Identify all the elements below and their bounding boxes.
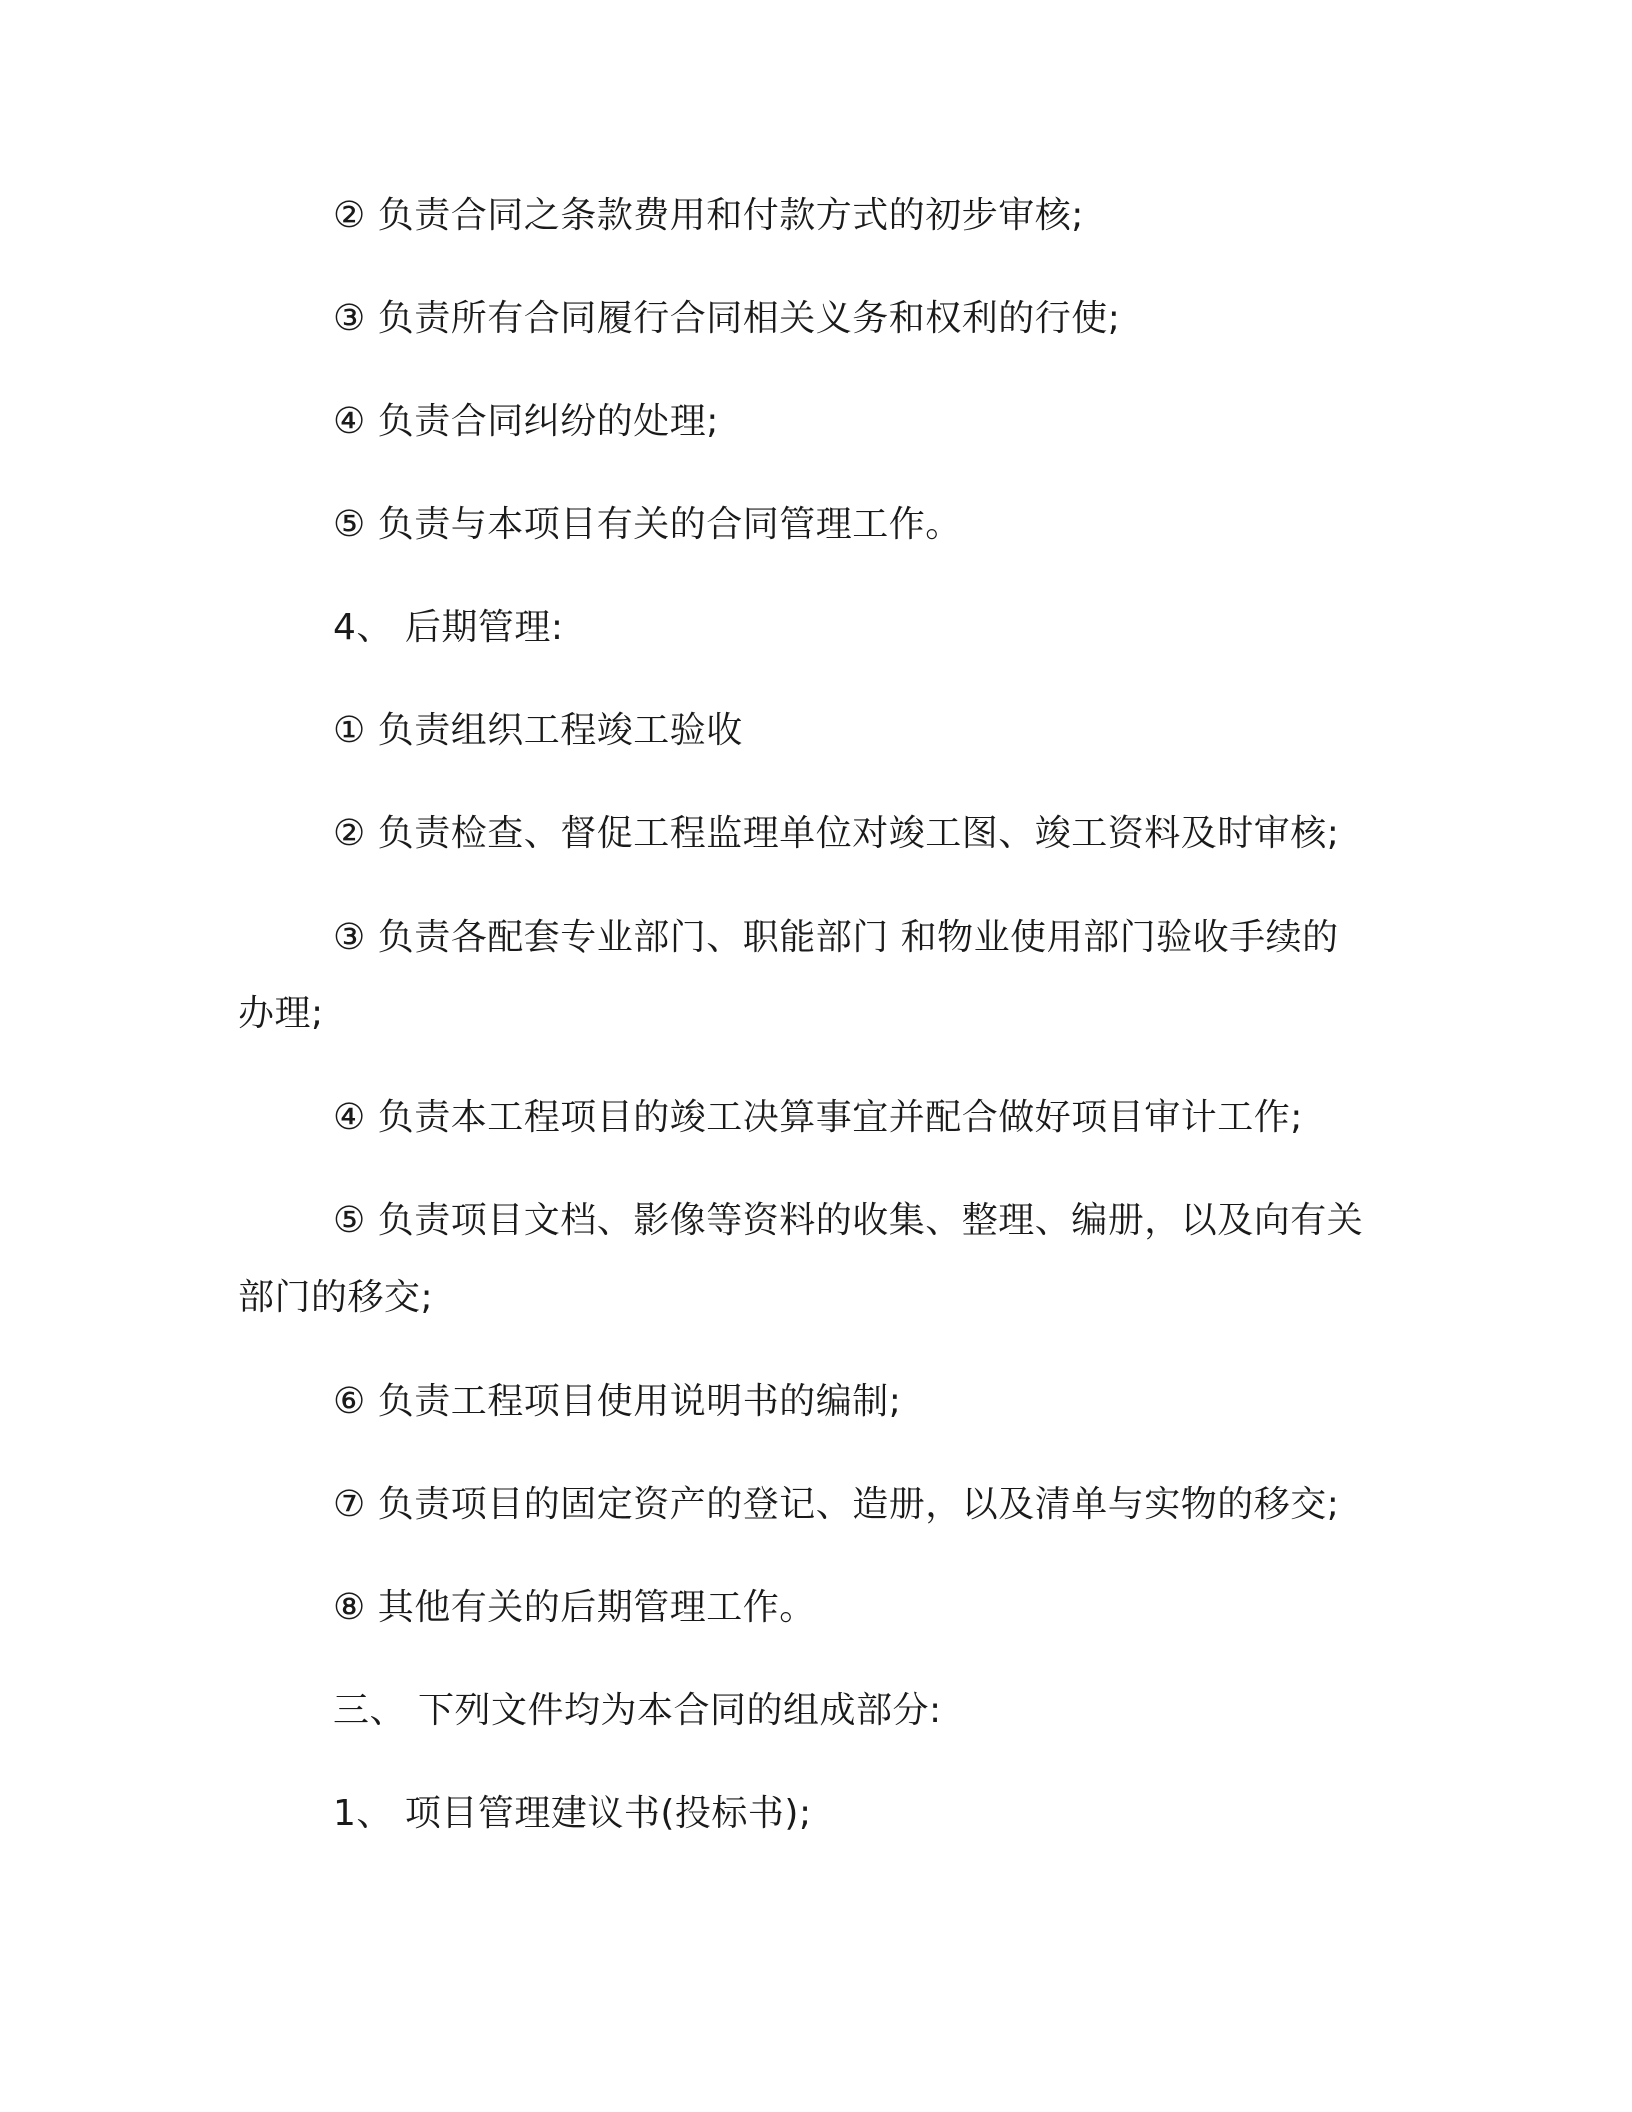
paragraph-item-1-proposal: 1、 项目管理建议书(投标书);	[333, 1793, 812, 1834]
paragraph-item-4-contract-disputes: ④ 负责合同纠纷的处理;	[333, 401, 719, 442]
paragraph-item-2-contract-review: ② 负责合同之条款费用和付款方式的初步审核;	[333, 195, 1084, 236]
section-heading-later-management: 4、 后期管理:	[333, 607, 564, 648]
paragraph-item-3-departments: ③ 负责各配套专业部门、职能部门 和物业使用部门验收手续的	[333, 917, 1339, 958]
paragraph-item-3-contract-rights: ③ 负责所有合同履行合同相关义务和权利的行使;	[333, 298, 1121, 339]
paragraph-item-4-settlement: ④ 负责本工程项目的竣工决算事宜并配合做好项目审计工作;	[333, 1097, 1303, 1138]
paragraph-item-6-manual: ⑥ 负责工程项目使用说明书的编制;	[333, 1381, 902, 1422]
paragraph-item-7-fixed-assets: ⑦ 负责项目的固定资产的登记、造册，以及清单与实物的移交;	[333, 1484, 1340, 1525]
paragraph-item-3-continuation: 办理;	[238, 993, 324, 1034]
paragraph-item-1-acceptance: ① 负责组织工程竣工验收	[333, 710, 743, 751]
paragraph-item-5-continuation: 部门的移交;	[238, 1277, 434, 1318]
paragraph-item-2-inspection: ② 负责检查、督促工程监理单位对竣工图、竣工资料及时审核;	[333, 813, 1340, 854]
paragraph-item-8-other: ⑧ 其他有关的后期管理工作。	[333, 1587, 816, 1628]
paragraph-item-5-archives: ⑤ 负责项目文档、影像等资料的收集、整理、编册，以及向有关	[333, 1200, 1364, 1241]
section-heading-contract-documents: 三、 下列文件均为本合同的组成部分:	[333, 1690, 942, 1731]
paragraph-item-5-contract-management: ⑤ 负责与本项目有关的合同管理工作。	[333, 504, 962, 545]
